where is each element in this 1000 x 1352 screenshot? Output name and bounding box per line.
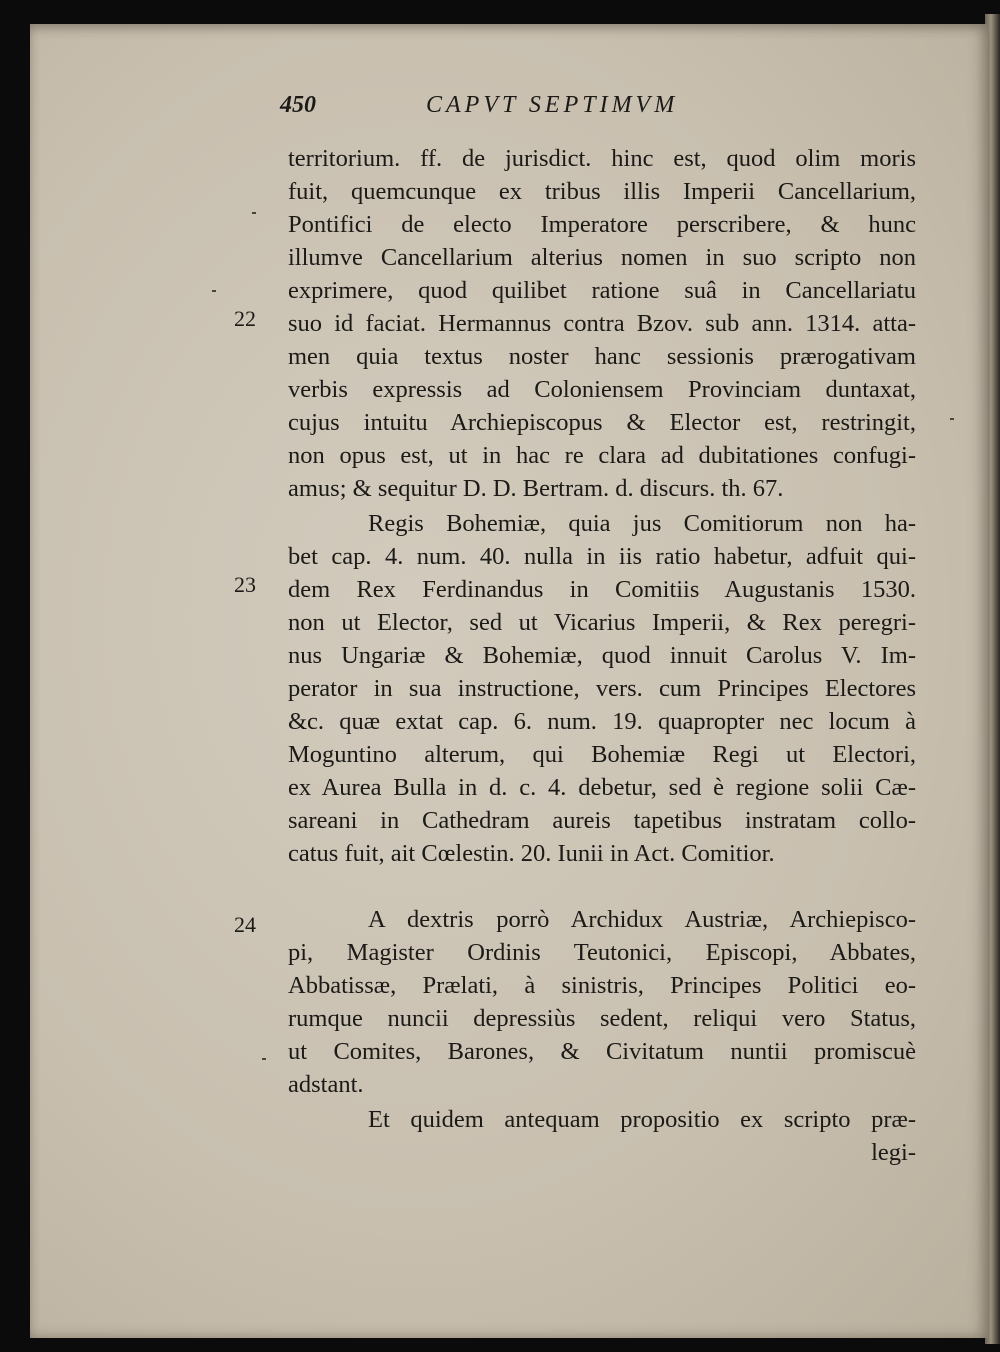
- text-line-6: suo id faciat. Hermannus contra Bzov. sub ann. 1314. atta-: [288, 310, 916, 337]
- text-line-22: catus fuit, ait Cœlestin. 20. Iunii in Act. Comitior.: [288, 840, 775, 867]
- text-line-5: exprimere, quod quilibet ratione suâ in Cancellariatu: [288, 277, 916, 304]
- page-number: 450: [280, 92, 316, 118]
- text-line-9: cujus intuitu Archiepiscopus & Elector est, restringit,: [288, 409, 916, 436]
- text-line-28: adstant.: [288, 1071, 364, 1098]
- running-head: CAPVT SEPTIMVM: [426, 92, 679, 118]
- text-line-21: sareani in Cathedram aureis tapetibus instratam collo-: [288, 807, 916, 834]
- margin-note-23: 23: [234, 572, 256, 597]
- text-line-18: &c. quæ extat cap. 6. num. 19. quapropter nec locum à: [288, 708, 916, 735]
- text-line-13: bet cap. 4. num. 40. nulla in iis ratio habetur, adfuit qui-: [288, 543, 916, 570]
- paper-speck: [212, 290, 216, 292]
- text-line-15: non ut Elector, sed ut Vicarius Imperii, & Rex peregri-: [288, 609, 916, 636]
- text-line-24: pi, Magister Ordinis Teutonici, Episcopi, Abbates,: [288, 939, 916, 966]
- text-line-19: Moguntino alterum, qui Bohemiæ Regi ut Electori,: [288, 741, 916, 768]
- margin-note-22: 22: [234, 306, 256, 331]
- paper-speck: [262, 1058, 266, 1060]
- paper-speck: [252, 212, 256, 214]
- text-line-4: illumve Cancellarium alterius nomen in suo scripto non: [288, 244, 916, 271]
- text-line-1: territorium. ff. de jurisdict. hinc est, quod olim moris: [288, 145, 916, 172]
- text-line-27: ut Comites, Barones, & Civitatum nuntii promiscuè: [288, 1038, 916, 1065]
- text-line-26: rumque nuncii depressiùs sedent, reliqui vero Status,: [288, 1005, 916, 1032]
- text-line-25: Abbatissæ, Prælati, à sinistris, Principes Politici eo-: [288, 972, 916, 999]
- text-line-11: amus; & sequitur D. D. Bertram. d. discurs. th. 67.: [288, 475, 784, 502]
- text-line-14: dem Rex Ferdinandus in Comitiis Augustanis 1530.: [288, 576, 916, 603]
- paper-speck: [950, 418, 954, 420]
- page-header: [280, 88, 678, 122]
- text-line-16: nus Ungariæ & Bohemiæ, quod innuit Carolus V. Im-: [288, 642, 916, 669]
- text-line-17: perator in sua instructione, vers. cum Principes Electores: [288, 675, 916, 702]
- text-line-10: non opus est, ut in hac re clara ad dubitationes confugi-: [288, 442, 916, 469]
- text-line-20: ex Aurea Bulla in d. c. 4. debetur, sed è regione solii Cæ-: [288, 774, 916, 801]
- margin-note-24: 24: [234, 912, 256, 937]
- text-line-29: Et quidem antequam propositio ex scripto præ-: [368, 1106, 916, 1133]
- text-line-7: men quia textus noster hanc sessionis prærogativam: [288, 343, 916, 370]
- text-line-2: fuit, quemcunque ex tribus illis Imperii Cancellarium,: [288, 178, 916, 205]
- text-line-8: verbis expressis ad Coloniensem Provinciam duntaxat,: [288, 376, 916, 403]
- text-line-30: legi-: [871, 1139, 916, 1166]
- text-line-12: Regis Bohemiæ, quia jus Comitiorum non ha-: [368, 510, 916, 537]
- text-line-3: Pontifici de electo Imperatore perscribere, & hunc: [288, 211, 916, 238]
- text-line-23: A dextris porrò Archidux Austriæ, Archiepisco-: [368, 906, 916, 933]
